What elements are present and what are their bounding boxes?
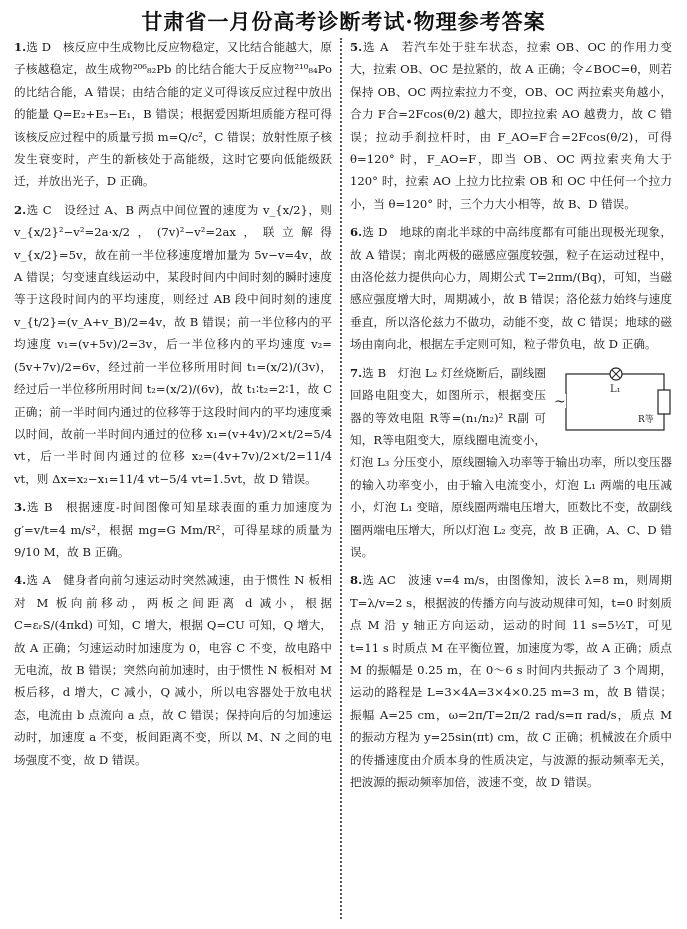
answer-number: 3. bbox=[14, 500, 27, 515]
left-column bbox=[14, 36, 332, 921]
answer-text: 选 AC 波速 v=4 m/s，由图像知，波长 λ=8 m，则周期 T=λ/v=2 s，根据波的传播方向与波动规律可知，t=0 时刻质点 M 沿 y 轴正方向运动，运动的时间 11 s=5½T，可见 t=11 s 时质点 M 在平衡位置，加速度为零，故 A 正确；质点 M 的振幅是 0.25 m，在 0～6 s 时间内共振动了 3 个周期，运动的路程是 L=3×4A=3×4×0.25 m=3 m，故 B 错误；振幅 A=25 cm，ω=2π/T=2π/2 rad/s=π rad/s，质点 M 的振动方程为 y=25sin(πt) cm，故 C 正确；机械波在介质中的传播速度由介质本身的性质决定，与波源的振动频率无关，把波源的振动频率加倍，波速不变，故 D 错误。 bbox=[350, 573, 672, 789]
answer-number: 6. bbox=[350, 225, 363, 240]
answer-item-7 bbox=[350, 362, 672, 564]
ac-source-symbol: ~ bbox=[554, 393, 566, 410]
answer-item-4 bbox=[14, 569, 332, 771]
answer-item-8 bbox=[350, 569, 672, 793]
resistor-icon bbox=[658, 390, 670, 414]
answer-text: 选 D 地球的南北半球的中高纬度都有可能出现极光现象，故 A 错误；南北两极的磁感应强度较强，粒子在运动过程中，由洛伦兹力提供向心力，周期公式 T=2πm/(Bq)，可知，当磁感应强度增大时，周期减小，故 B 错误；洛伦兹力始终与速度垂直，所以洛伦兹力不做功，动能不变，故 C 错误；地球的磁场由南向北，根据左手定则可知，粒子带负电，故 D 正确。 bbox=[350, 225, 672, 352]
transformer-circuit-diagram bbox=[552, 364, 672, 440]
answer-text: 选 B 根据速度-时间图像可知星球表面的重力加速度为 g′=v/t=4 m/s²，根据 mg=G Mm/R²，可得星球的质量为 9/10 M，故 B 正确。 bbox=[14, 500, 332, 559]
page-title: 甘肃省一月份高考诊断考试·物理参考答案 bbox=[141, 9, 546, 34]
answer-text: 选 A 健身者向前匀速运动时突然减速，由于惯性 N 板相对 M 板向前移动，两板之间距离 d 减小，根据 C=εᵣS/(4πkd) 可知，C 增大，根据 Q=CU 可知，Q 增大，故 A 正确；匀速运动时加速度为 0，电容 C 不变，故电路中无电流，故 B 错误；突然向前加速时，由于惯性 N 板相对 M 板后移，d 增大，C 减小，Q 减小，所以电容器处于放电状态，电流由 b 点流向 a 点，故 C 错误；保持向后的匀加速运动时，加速度 a 不变，板间距离不变，所以 M、N 之间的电场强度不变，故 D 错误。 bbox=[14, 573, 332, 767]
answer-item-2 bbox=[14, 199, 332, 490]
answer-item-5 bbox=[350, 36, 672, 215]
answer-text: 选 A 若汽车处于驻车状态，拉索 OB、OC 的作用力变大，拉索 OB、OC 是拉紧的，故 A 正确；令∠BOC=θ，则若保持 OB、OC 两拉索拉力不变，OB、OC 两拉索夹角越小，合力 F合=2Fcos(θ/2) 越大，即拉拉索 AO 越费力，故 C 错误；拉动手刹拉杆时，由 F_AO=F合=2Fcos(θ/2)，可得 θ=120° 时，F_AO=F，即当 OB、OC 两拉索夹角大于 120° 时，拉索 AO 上拉力比拉索 OB 和 OC 中任何一个拉力小，当 θ=120° 时，三个力大小相等，故 B、D 错误。 bbox=[350, 40, 672, 211]
answer-text: 选 C 设经过 A、B 两点中间位置的速度为 v_{x/2}，则 v_{x/2}²−v²=2a·x/2，(7v)²−v²=2ax，联立解得 v_{x/2}=5v，故在前一半位移速度增加量为 5v−v=4v，故 A 错误；匀变速直线运动中，某段时间内中间时刻的瞬时速度等于这段时间内的平均速度，则经过 AB 段中间时刻的速度 v_{t/2}=(v_A+v_B)/2=4v，故 B 错误；前一半位移内的平均速度 v₁=(v+5v)/2=3v，后一半位移内的平均速度 v₂=(5v+7v)/2=6v，经过前一半位移所用时间 t₁=(x/2)/(3v)，经过后一半位移所用时间 t₂=(x/2)/(6v)，故 t₁∶t₂=2∶1，故 C 正确；前一半时间内通过的位移等于这段时间内的平均速度乘以时间，故前一半时间内通过的位移 x₁=(v+4v)/2×t/2=5/4 vt，后一半时间内通过的位移 x₂=(4v+7v)/2×t/2=11/4 vt，则 Δx=x₂−x₁=11/4 vt−5/4 vt=1.5vt，故 D 错误。 bbox=[14, 202, 332, 486]
answer-text: 选 D 核反应中生成物比反应物稳定，又比结合能越大，原子核越稳定，故生成物²⁰⁶₈₂Pb 的比结合能大于反应物²¹⁰₈₄Po 的比结合能，A 错误；由结合能的定义可得该反应过程中放出的能量 Q=E₂+E₃−E₁，B 错误；根据爱因斯坦质能方程可得该核反应过程中的质量亏损 m=Q/c²，C 错误；放射性原子核发生衰变时，产生的新核处于高能级，这时它要向低能级跃迁，并放出光子，D 正确。 bbox=[14, 40, 332, 189]
answer-text: 选 B 灯泡 L₂ 灯丝烧断后，副线圈回路电阻变大，如图所示，根据变压器的等效电阻 R等=(n₁/n₂)² R副 可知，R等电阻变大，原线圈电流变小，灯泡 L₃ 分压变小，原线圈输入功率等于输出功率，所以变压器的输入功率变小，由于输入电流变小，灯泡 L₁ 两端的电压减小，灯泡 L₁ 变暗，原线圈两端电压增大，匝数比不变，故副线圈两端电压增大，所以灯泡 L₂ 变亮，故 B 正确，A、C、D 错误。 bbox=[350, 365, 672, 559]
resistor-label: R等 bbox=[638, 414, 654, 425]
answer-number: 5. bbox=[350, 40, 363, 54]
answer-number: 8. bbox=[350, 573, 363, 588]
right-column bbox=[350, 36, 672, 921]
lamp-label: L₁ bbox=[610, 383, 621, 395]
answer-item-3 bbox=[14, 496, 332, 563]
answer-item-1 bbox=[14, 36, 332, 193]
answer-number: 2. bbox=[14, 202, 27, 217]
answer-number: 1. bbox=[14, 40, 27, 54]
answer-number: 4. bbox=[14, 573, 27, 588]
answer-item-6 bbox=[350, 221, 672, 355]
column-divider bbox=[340, 38, 342, 919]
answer-number: 7. bbox=[350, 365, 363, 380]
